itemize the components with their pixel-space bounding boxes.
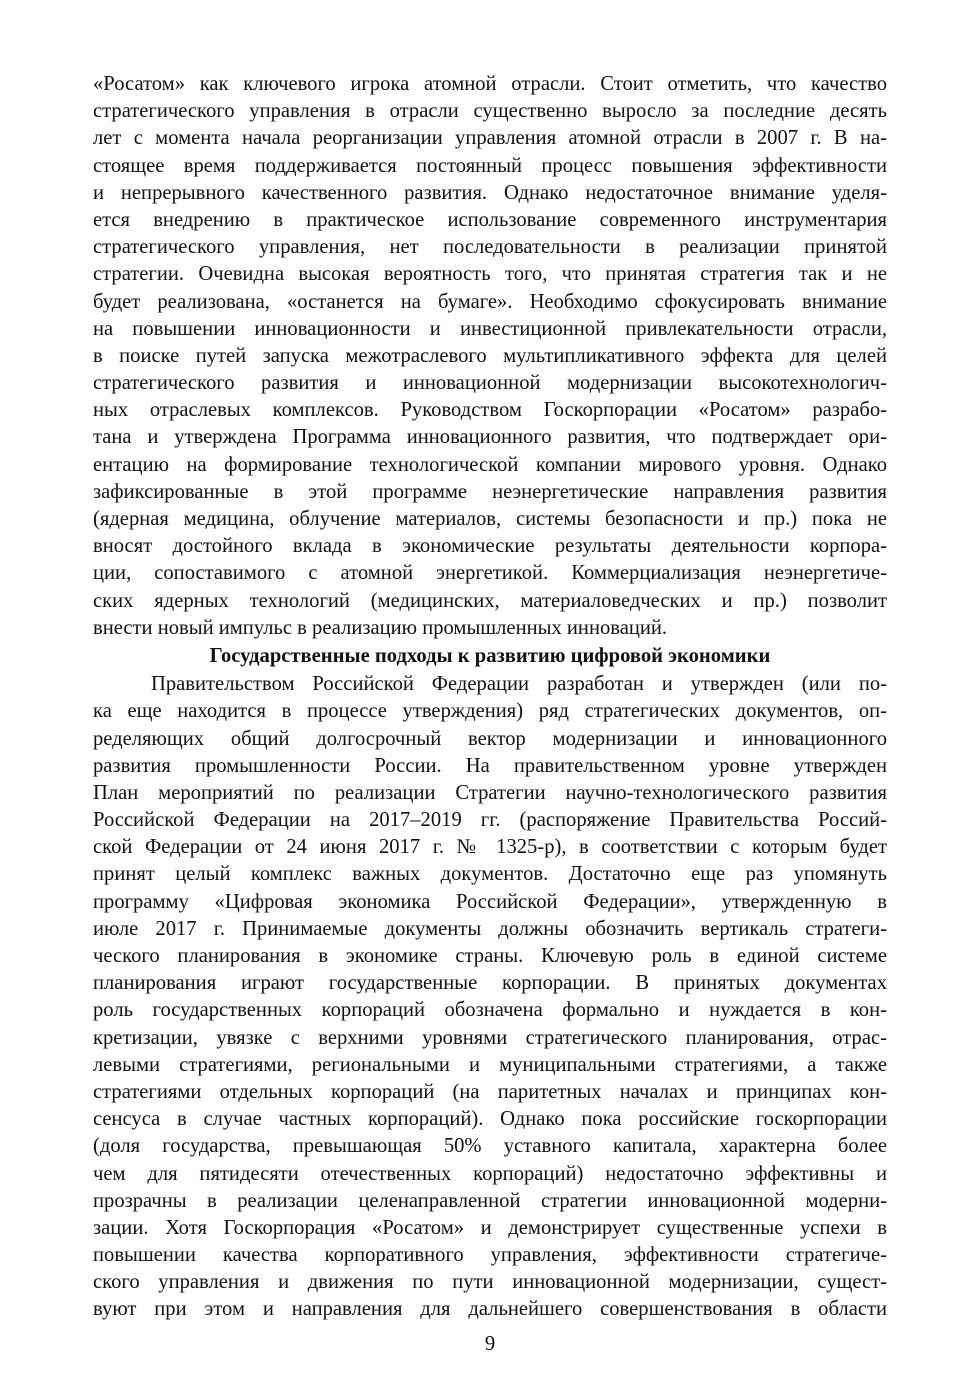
text-line: (доля государства, превышающая 50% уставного капитала, характерна более [93, 1135, 887, 1158]
paragraph-1 [93, 71, 887, 642]
text-line: тана и утверждена Программа инновационного развития, что подтверждает ори- [93, 426, 887, 449]
text-line: ных отраслевых комплексов. Руководством Госкорпорации «Росатом» разрабо- [93, 399, 887, 422]
text-line: левыми стратегиями, региональными и муниципальными стратегиями, а также [93, 1053, 887, 1076]
paragraph-2 [93, 671, 887, 1324]
text-line: ентацию на формирование технологической компании мирового уровня. Однако [93, 453, 887, 476]
text-line: внести новый импульс в реализацию промышленных инноваций. [93, 616, 668, 639]
text-line: сенсуса в случае частных корпораций). Однако пока российские госкорпорации [93, 1108, 887, 1131]
text-line: зации. Хотя Госкорпорация «Росатом» и демонстрирует существенные успехи в [93, 1216, 887, 1239]
text-line: кретизации, увязке с верхними уровнями стратегического планирования, отрас- [93, 1026, 887, 1049]
text-line: программу «Цифровая экономика Российской Федерации», утвержденную в [93, 890, 887, 913]
text-line: зафиксированные в этой программе неэнергетические направления развития [93, 480, 887, 503]
text-line: План мероприятий по реализации Стратегии научно-технологического развития [93, 781, 887, 804]
text-line: ределяющих общий долгосрочный вектор модернизации и инновационного [93, 727, 887, 750]
text-line: на повышении инновационности и инвестиционной привлекательности отрасли, [93, 317, 887, 340]
text-line: принят целый комплекс важных документов. Достаточно еще раз упомянуть [93, 863, 887, 886]
text-line: ется внедрению в практическое использование современного инструментария [93, 208, 887, 231]
text-line: повышении качества корпоративного управления, эффективности стратегиче- [93, 1244, 887, 1267]
text-line: стратегического управления в отрасли существенно выросло за последние десять [93, 100, 887, 123]
text-line: вносят достойного вклада в экономические результаты деятельности корпора- [93, 535, 887, 558]
text-line: стоящее время поддерживается постоянный процесс повышения эффективности [93, 154, 887, 177]
text-line: ских ядерных технологий (медицинских, материаловедческих и пр.) позволит [93, 589, 887, 612]
text-line: роль государственных корпораций обозначена формально и нуждается в кон- [93, 999, 887, 1022]
text-line: в поиске путей запуска межотраслевого мультипликативного эффекта для целей [93, 344, 887, 367]
text-line: стратегиями отдельных корпораций (на паритетных началах и принципах кон- [93, 1080, 887, 1103]
text-line: развития промышленности России. На правительственном уровне утвержден [93, 754, 887, 777]
text-line: прозрачны в реализации целенаправленной стратегии инновационной модерни- [93, 1189, 887, 1212]
text-line: Российской Федерации на 2017–2019 гг. (распоряжение Правительства Россий- [93, 809, 887, 832]
text-line: стратегии. Очевидна высокая вероятность того, что принятая стратегия так и не [93, 263, 887, 286]
text-line: и непрерывного качественного развития. Однако недостаточное внимание уделя- [93, 181, 887, 204]
text-line: ка еще находится в процессе утверждения) ряд стратегических документов, оп- [93, 700, 887, 723]
text-line: июле 2017 г. Принимаемые документы должны обозначить вертикаль стратеги- [93, 917, 887, 940]
text-line: вуют при этом и направления для дальнейшего совершенствования в области [93, 1298, 887, 1321]
section-heading: Государственные подходы к развитию цифровой экономики [209, 644, 771, 667]
text-line: ского управления и движения по пути инновационной модернизации, сущест- [93, 1271, 887, 1294]
document-page [93, 71, 887, 1324]
text-line: чем для пятидесяти отечественных корпораций) недостаточно эффективны и [93, 1162, 887, 1185]
text-line: Правительством Российской Федерации разработан и утвержден (или по- [151, 673, 887, 696]
text-line: планирования играют государственные корпорации. В принятых документах [93, 972, 887, 995]
text-line: ческого планирования в экономике страны. Ключевую роль в единой системе [93, 945, 887, 967]
text-line: стратегического управления, нет последовательности в реализации принятой [93, 236, 887, 259]
page-number: 9 [484, 1333, 496, 1355]
text-line: ской Федерации от 24 июня 2017 г. № 1325-р), в соответствии с которым будет [93, 836, 887, 859]
text-line: (ядерная медицина, облучение материалов, системы безопасности и пр.) пока не [93, 508, 887, 530]
text-line: ции, сопоставимого с атомной энергетикой. Коммерциализация неэнергетиче- [93, 562, 887, 585]
text-line: лет с момента начала реорганизации управления атомной отрасли в 2007 г. В на- [93, 127, 887, 150]
text-line: «Росатом» как ключевого игрока атомной отрасли. Стоит отметить, что качество [93, 73, 887, 95]
text-line: будет реализована, «останется на бумаге». Необходимо сфокусировать внимание [93, 290, 887, 313]
text-line: стратегического развития и инновационной модернизации высокотехнологич- [93, 372, 887, 395]
